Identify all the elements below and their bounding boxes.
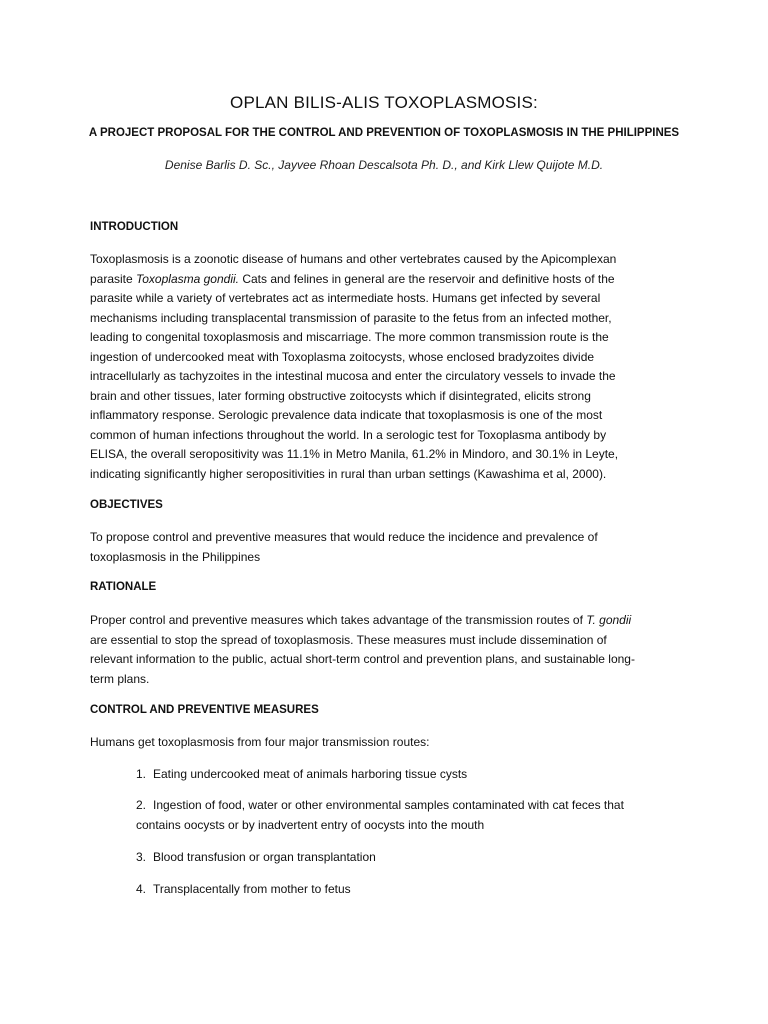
- rationale-paragraph: [90, 611, 682, 689]
- document-subtitle: A PROJECT PROPOSAL FOR THE CONTROL AND PREVENTION OF TOXOPLASMOSIS IN THE PHILIPPINES: [88, 127, 680, 139]
- species-abbrev: T. gondii: [586, 613, 632, 627]
- rationale-line: relevant information to the public, actual short-term control and prevention plans, and sustainable long-: [90, 652, 635, 666]
- intro-line: common of human infections throughout the world. In a serologic test for Toxoplasma antibody by: [90, 427, 607, 442]
- rationale-line: term plans.: [90, 671, 150, 686]
- objectives-paragraph: [90, 528, 682, 567]
- control-intro-line: Humans get toxoplasmosis from four major transmission routes:: [90, 735, 430, 749]
- rationale-line: [90, 611, 682, 631]
- intro-line-prefix: parasite: [90, 271, 137, 286]
- list-number: 4.: [136, 882, 147, 896]
- list-text: Transplacentally from mother to fetus: [153, 882, 351, 896]
- rationale-heading: RATIONALE: [90, 581, 157, 593]
- introduction-heading: INTRODUCTION: [90, 221, 179, 233]
- intro-line-rest: Cats and felines in general are the reservoir and definitive hosts of the: [242, 271, 615, 286]
- document-authors: Denise Barlis D. Sc., Jayvee Rhoan Descalsota Ph. D., and Kirk Llew Quijote M.D.: [164, 158, 604, 172]
- intro-line: parasite while a variety of vertebrates act as intermediate hosts. Humans get infected by several: [90, 291, 601, 305]
- list-item: [136, 796, 676, 835]
- list-item: [136, 765, 676, 785]
- intro-line: Toxoplasmosis is a zoonotic disease of humans and other vertebrates caused by the Apicomplexan: [90, 252, 617, 266]
- list-number: 2.: [136, 798, 147, 812]
- species-name: Toxoplasma gondii.: [136, 271, 239, 286]
- intro-line: brain and other tissues, later forming obstructive zoitocysts which if disintegrated, elicits strong: [90, 388, 591, 403]
- intro-line: intracellularly as tachyzoites in the intestinal mucosa and enter the circulatory vessels to invade the: [90, 369, 616, 383]
- list-item: [136, 848, 676, 868]
- list-item: [136, 880, 676, 900]
- objectives-line: To propose control and preventive measures that would reduce the incidence and prevalence of: [90, 530, 598, 544]
- list-number: 1.: [136, 767, 147, 781]
- document-title: OPLAN BILIS-ALIS TOXOPLASMOSIS:: [230, 93, 538, 112]
- intro-line: mechanisms including transplacental transmission of parasite to the fetus from an infected mother,: [90, 310, 612, 325]
- control-heading: CONTROL AND PREVENTIVE MEASURES: [90, 704, 319, 716]
- objectives-heading: OBJECTIVES: [90, 499, 163, 511]
- intro-line: indicating significantly higher seropositivities in rural than urban settings (Kawashima et al, 2000).: [90, 466, 607, 481]
- control-intro: [90, 733, 682, 753]
- list-text: Blood transfusion or organ transplantation: [153, 850, 376, 864]
- list-number: 3.: [136, 850, 147, 864]
- intro-line: leading to congenital toxoplasmosis and miscarriage. The more common transmission route is the: [90, 330, 609, 344]
- objectives-line: toxoplasmosis in the Philippines: [90, 549, 261, 564]
- intro-line: inflammatory response. Serologic prevalence data indicate that toxoplasmosis is one of the most: [90, 408, 603, 422]
- introduction-paragraph: [90, 250, 682, 484]
- list-text: Ingestion of food, water or other environmental samples contaminated with cat feces that: [153, 798, 624, 812]
- intro-line: [90, 270, 682, 290]
- list-text-continued: contains oocysts or by inadvertent entry of oocysts into the mouth: [136, 817, 485, 832]
- intro-line: ingestion of undercooked meat with Toxoplasma zoitocysts, whose enclosed bradyzoites divide: [90, 349, 595, 364]
- rationale-line-prefix: Proper control and preventive measures which takes advantage of the transmission routes of: [90, 613, 587, 627]
- rationale-line: are essential to stop the spread of toxoplasmosis. These measures must include dissemination of: [90, 632, 607, 647]
- list-text: Eating undercooked meat of animals harboring tissue cysts: [153, 767, 468, 781]
- intro-line: ELISA, the overall seropositivity was 11.1% in Metro Manila, 61.2% in Mindoro, and 30.1% in Leyte,: [90, 447, 619, 461]
